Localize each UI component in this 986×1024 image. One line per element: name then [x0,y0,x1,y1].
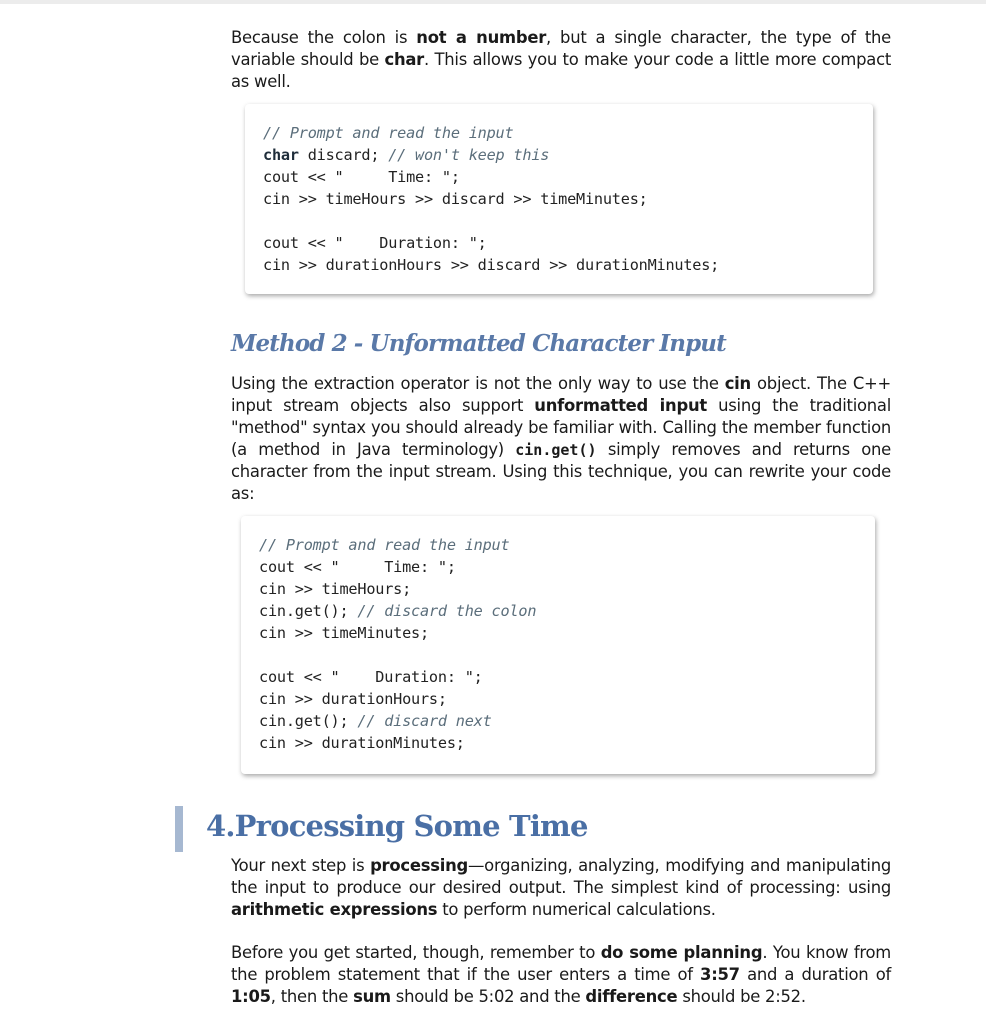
text-span: , but a single character, the type of the variable should be [231,28,891,69]
code-block-unformatted-input [241,516,875,774]
code-line: cin >> durationHours; [259,690,447,708]
text-span: . This allows you to make your code a little more compact as well. [231,50,892,91]
text-span: should be 2:52. [677,987,806,1006]
text-span: and a duration of [739,965,891,984]
code-comment: // discard next [357,712,492,730]
code-comment: // discard the colon [357,602,537,620]
section-accent-bar [175,806,183,852]
text-span: —organizing, analyzing, modifying and manipulating the input to produce our desired output. The simplest kind of processing: using [231,856,891,897]
bold-span: char [384,50,425,69]
paragraph-processing [231,855,891,921]
code-line: cout << " Duration: "; [259,668,483,686]
code-line: cout << " Duration: "; [263,234,487,252]
text-span: simply removes and returns one character from the input stream. Using this technique, you can rewrite your code as: [231,440,891,503]
code-line [259,534,857,556]
bold-span: arithmetic expressions [231,900,438,919]
inline-code: cin.get() [515,441,597,459]
bold-span: 3:57 [700,965,740,984]
code-comment: // won't keep this [388,146,550,164]
code-line: cout << " Time: "; [263,168,460,186]
code-line: cin >> durationMinutes; [259,734,465,752]
text-span: , then the [270,987,354,1006]
text-span: . You know from the problem statement that if the user enters a time of [231,943,891,984]
code-line: cin >> durationHours >> discard >> durationMinutes; [263,256,720,274]
code-comment: // Prompt and read the input [259,536,510,554]
code-line [263,122,855,144]
code-blank-line [259,644,857,666]
text-span: to perform numerical calculations. [437,900,716,919]
code-line: cin >> timeHours >> discard >> timeMinutes; [263,190,648,208]
bold-span: not a number [416,28,547,47]
text-span: Using the extraction operator is not the only way to use the [231,374,725,393]
bold-span: do some planning [600,943,763,962]
code-line [263,144,855,166]
text-span: Because the colon is [231,28,417,47]
heading-method-2: Method 2 - Unformatted Character Input [231,330,726,357]
code-line: cin >> timeMinutes; [259,624,429,642]
code-keyword: char [263,146,299,164]
code-text: discard; [298,146,389,164]
bold-span: unformatted input [534,396,707,415]
text-span: should be 5:02 and the [390,987,586,1006]
text-span: using the traditional "method" syntax you should already be familiar with. Calling the member function (a method in Java terminology) [231,396,892,459]
code-line [259,710,857,732]
heading-section-4: 4.Processing Some Time [206,809,588,843]
bold-span: 1:05 [231,987,271,1006]
text-span: Your next step is [231,856,371,875]
bold-span: difference [585,987,678,1006]
code-line: cin >> timeHours; [259,580,412,598]
bold-span: processing [370,856,469,875]
paragraph-unformatted-input [231,373,891,505]
code-text: cin.get(); [259,712,358,730]
bold-span: cin [724,374,751,393]
text-span: object. The C++ input stream objects also support [231,374,891,415]
code-blank-line [263,210,855,232]
code-line [259,600,857,622]
code-line: cout << " Time: "; [259,558,456,576]
code-text: cin.get(); [259,602,358,620]
text-span: Before you get started, though, remember to [231,943,601,962]
bold-span: sum [353,987,391,1006]
top-divider [0,0,986,4]
paragraph-planning [231,942,891,1008]
code-comment: // Prompt and read the input [263,124,514,142]
code-block-formatted-input [245,104,873,294]
paragraph-char-type [231,27,891,93]
